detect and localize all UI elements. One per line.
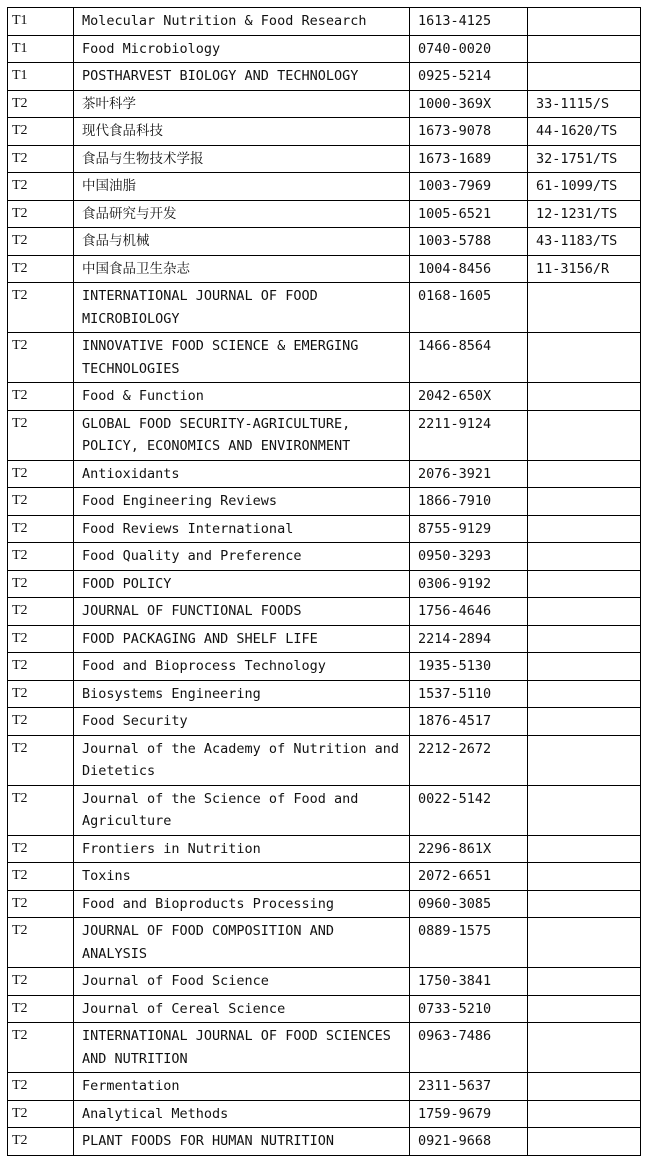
tier-cell: T2 [8,228,74,256]
cn-number-cell [528,543,641,571]
issn-cell: 0168-1605 [410,283,528,333]
journal-name-cell: Food Quality and Preference [74,543,410,571]
issn-cell: 0921-9668 [410,1128,528,1156]
table-row [8,8,641,36]
journal-name-cell: Analytical Methods [74,1100,410,1128]
issn-cell: 2212-2672 [410,735,528,785]
tier-cell: T2 [8,90,74,118]
table-row [8,488,641,516]
journal-name-cell: Frontiers in Nutrition [74,835,410,863]
cn-number-cell [528,995,641,1023]
journal-name-cell: JOURNAL OF FOOD COMPOSITION AND ANALYSIS [74,918,410,968]
cn-number-cell [528,598,641,626]
issn-cell: 0925-5214 [410,63,528,91]
tier-cell: T2 [8,515,74,543]
cn-number-cell [528,63,641,91]
table-row [8,708,641,736]
journal-name-cell: INNOVATIVE FOOD SCIENCE & EMERGING TECHNOLOGIES [74,333,410,383]
table-row [8,1128,641,1156]
journal-name-cell: Food Reviews International [74,515,410,543]
cn-number-cell [528,383,641,411]
cn-number-cell [528,890,641,918]
journal-name-cell: INTERNATIONAL JOURNAL OF FOOD MICROBIOLOGY [74,283,410,333]
journal-name-cell: INTERNATIONAL JOURNAL OF FOOD SCIENCES AND NUTRITION [74,1023,410,1073]
cn-number-cell [528,968,641,996]
table-row [8,735,641,785]
tier-cell: T2 [8,118,74,146]
table-row [8,890,641,918]
table-row [8,200,641,228]
tier-cell: T2 [8,283,74,333]
table-row [8,785,641,835]
issn-cell: 0306-9192 [410,570,528,598]
journal-table [7,7,641,1156]
tier-cell: T2 [8,1100,74,1128]
issn-cell: 1005-6521 [410,200,528,228]
issn-cell: 1000-369X [410,90,528,118]
tier-cell: T2 [8,255,74,283]
table-row [8,918,641,968]
journal-name-cell: Antioxidants [74,460,410,488]
tier-cell: T2 [8,735,74,785]
tier-cell: T2 [8,173,74,201]
table-row [8,625,641,653]
journal-name-cell: Biosystems Engineering [74,680,410,708]
journal-name-cell: Journal of the Science of Food and Agriculture [74,785,410,835]
cn-number-cell [528,918,641,968]
issn-cell: 2072-6651 [410,863,528,891]
tier-cell: T2 [8,598,74,626]
issn-cell: 1466-8564 [410,333,528,383]
table-row [8,570,641,598]
cn-number-cell [528,708,641,736]
issn-cell: 1756-4646 [410,598,528,626]
cn-number-cell: 12-1231/TS [528,200,641,228]
journal-name-cell: 中国油脂 [74,173,410,201]
journal-name-cell: 中国食品卫生杂志 [74,255,410,283]
tier-cell: T2 [8,968,74,996]
tier-cell: T2 [8,488,74,516]
journal-name-cell: Toxins [74,863,410,891]
issn-cell: 1673-9078 [410,118,528,146]
table-row [8,1023,641,1073]
cn-number-cell [528,863,641,891]
tier-cell: T2 [8,1073,74,1101]
table-row [8,145,641,173]
journal-name-cell: Molecular Nutrition & Food Research [74,8,410,36]
journal-name-cell: JOURNAL OF FUNCTIONAL FOODS [74,598,410,626]
issn-cell: 1935-5130 [410,653,528,681]
issn-cell: 1673-1689 [410,145,528,173]
cn-number-cell [528,625,641,653]
cn-number-cell: 43-1183/TS [528,228,641,256]
issn-cell: 2311-5637 [410,1073,528,1101]
journal-name-cell: Food Security [74,708,410,736]
cn-number-cell [528,785,641,835]
issn-cell: 0740-0020 [410,35,528,63]
cn-number-cell [528,680,641,708]
table-row [8,35,641,63]
table-row [8,543,641,571]
issn-cell: 1750-3841 [410,968,528,996]
table-row [8,255,641,283]
tier-cell: T2 [8,543,74,571]
journal-name-cell: 食品与机械 [74,228,410,256]
issn-cell: 0733-5210 [410,995,528,1023]
journal-name-cell: Food Microbiology [74,35,410,63]
table-row [8,63,641,91]
issn-cell: 1003-7969 [410,173,528,201]
tier-cell: T2 [8,680,74,708]
table-row [8,598,641,626]
table-row [8,863,641,891]
journal-name-cell: Food and Bioprocess Technology [74,653,410,681]
tier-cell: T2 [8,1128,74,1156]
journal-name-cell: 茶叶科学 [74,90,410,118]
journal-name-cell: Journal of the Academy of Nutrition and Dietetics [74,735,410,785]
issn-cell: 1866-7910 [410,488,528,516]
cn-number-cell: 32-1751/TS [528,145,641,173]
issn-cell: 2076-3921 [410,460,528,488]
table-row [8,653,641,681]
tier-cell: T1 [8,63,74,91]
table-row [8,283,641,333]
journal-name-cell: Journal of Cereal Science [74,995,410,1023]
issn-cell: 2211-9124 [410,410,528,460]
issn-cell: 2296-861X [410,835,528,863]
journal-name-cell: FOOD POLICY [74,570,410,598]
table-row [8,1100,641,1128]
table-row [8,460,641,488]
tier-cell: T2 [8,410,74,460]
cn-number-cell [528,835,641,863]
issn-cell: 0960-3085 [410,890,528,918]
tier-cell: T2 [8,200,74,228]
tier-cell: T2 [8,145,74,173]
issn-cell: 8755-9129 [410,515,528,543]
cn-number-cell [528,1100,641,1128]
table-row [8,173,641,201]
cn-number-cell: 11-3156/R [528,255,641,283]
tier-cell: T2 [8,1023,74,1073]
journal-name-cell: POSTHARVEST BIOLOGY AND TECHNOLOGY [74,63,410,91]
journal-table-body [8,8,641,1156]
journal-name-cell: 食品研究与开发 [74,200,410,228]
cn-number-cell [528,283,641,333]
cn-number-cell: 61-1099/TS [528,173,641,201]
tier-cell: T2 [8,653,74,681]
journal-name-cell: Food & Function [74,383,410,411]
issn-cell: 0963-7486 [410,1023,528,1073]
issn-cell: 0950-3293 [410,543,528,571]
tier-cell: T2 [8,890,74,918]
cn-number-cell [528,8,641,36]
tier-cell: T1 [8,8,74,36]
table-row [8,90,641,118]
issn-cell: 2042-650X [410,383,528,411]
cn-number-cell [528,35,641,63]
cn-number-cell [528,410,641,460]
cn-number-cell [528,333,641,383]
tier-cell: T1 [8,35,74,63]
issn-cell: 1003-5788 [410,228,528,256]
issn-cell: 1537-5110 [410,680,528,708]
tier-cell: T2 [8,863,74,891]
tier-cell: T2 [8,918,74,968]
table-row [8,1073,641,1101]
tier-cell: T2 [8,708,74,736]
table-row [8,228,641,256]
issn-cell: 0022-5142 [410,785,528,835]
issn-cell: 2214-2894 [410,625,528,653]
cn-number-cell [528,515,641,543]
journal-name-cell: Fermentation [74,1073,410,1101]
issn-cell: 1613-4125 [410,8,528,36]
journal-name-cell: Journal of Food Science [74,968,410,996]
cn-number-cell [528,1128,641,1156]
cn-number-cell: 33-1115/S [528,90,641,118]
tier-cell: T2 [8,785,74,835]
cn-number-cell [528,570,641,598]
tier-cell: T2 [8,570,74,598]
journal-name-cell: GLOBAL FOOD SECURITY-AGRICULTURE, POLICY, ECONOMICS AND ENVIRONMENT [74,410,410,460]
cn-number-cell [528,488,641,516]
cn-number-cell [528,1073,641,1101]
table-row [8,515,641,543]
tier-cell: T2 [8,995,74,1023]
journal-name-cell: Food and Bioproducts Processing [74,890,410,918]
tier-cell: T2 [8,333,74,383]
journal-name-cell: 食品与生物技术学报 [74,145,410,173]
table-row [8,410,641,460]
cn-number-cell [528,1023,641,1073]
tier-cell: T2 [8,625,74,653]
table-row [8,383,641,411]
tier-cell: T2 [8,383,74,411]
cn-number-cell: 44-1620/TS [528,118,641,146]
issn-cell: 1004-8456 [410,255,528,283]
issn-cell: 1759-9679 [410,1100,528,1128]
journal-name-cell: Food Engineering Reviews [74,488,410,516]
tier-cell: T2 [8,460,74,488]
issn-cell: 1876-4517 [410,708,528,736]
table-row [8,995,641,1023]
table-row [8,835,641,863]
table-row [8,118,641,146]
cn-number-cell [528,460,641,488]
journal-name-cell: 现代食品科技 [74,118,410,146]
table-row [8,333,641,383]
issn-cell: 0889-1575 [410,918,528,968]
journal-name-cell: PLANT FOODS FOR HUMAN NUTRITION [74,1128,410,1156]
tier-cell: T2 [8,835,74,863]
table-row [8,968,641,996]
cn-number-cell [528,735,641,785]
table-row [8,680,641,708]
cn-number-cell [528,653,641,681]
journal-name-cell: FOOD PACKAGING AND SHELF LIFE [74,625,410,653]
